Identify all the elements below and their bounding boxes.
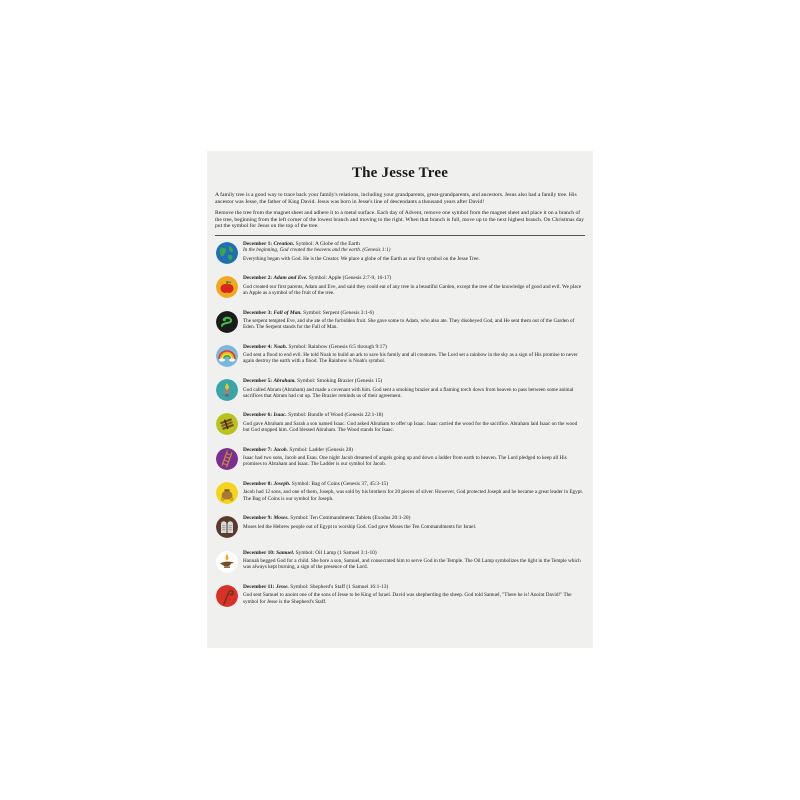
list-item: [215, 584, 585, 617]
entry-description: Everything began with God. He is the Creator. We place a globe of the Earth as our first symbol on the Jesse Tree.: [243, 255, 480, 262]
entry-description: God called Abram (Abraham) and made a covenant with him. God sent a smoking brazier and a flaming torch down from heaven to pass between some animal sacrifices that Abram had cut up. The Brazier reminds us of their agreement.: [243, 386, 574, 399]
entry-name: Adam and Eve.: [273, 275, 308, 282]
list-item: [215, 241, 585, 274]
entry-heading: [243, 378, 585, 384]
serpent-icon: [216, 311, 238, 333]
entry-description: Jacob had 12 sons, and one of them, Joseph, was sold by his brothers for 20 pieces of silver. However, God protected Joseph and he became a great leader in Egypt. The Bag of Coins is our symbol for Joseph.: [243, 489, 584, 502]
rainbow-icon: [216, 345, 238, 367]
jesse-tree-sheet: [207, 151, 593, 648]
intro-paragraph: Remove the tree from the magnet sheet and adhere it to a metal surface. Each day of Advent, remove one symbol from the magnet sheet and place it on a branch of the tree, beginning from the left corner of the lowest branch and moving to the right. When that branch is full, move up to the next highest branch. On Christmas day put the symbol for Jesus on the top of the tree.: [215, 210, 584, 230]
shepherd-staff-icon: [216, 585, 238, 607]
entry-description: The serpent tempted Eve, and she ate of the forbidden fruit. She gave some to Adam, who also ate. They disobeyed God, and He sent them out of the Garden of Eden. The Serpent stands for the Fall of Man.: [243, 317, 575, 331]
entry-day: December 11:: [243, 583, 275, 590]
apple-icon: [216, 276, 238, 298]
list-item: [215, 550, 585, 583]
entry-description: God sent a flood to end evil. He told Noah to build an ark to save his family and all creatures. The Lord set a rainbow in the sky as a sign of His promise to never again destroy the earth with a flood. The Rainbow is Noah's symbol.: [243, 352, 578, 365]
entry-quote: In the beginning, God created the heavens and the earth. (Genesis 1:1): [243, 247, 391, 254]
entry-description: God sent Samuel to anoint one of the sons of Jesse to be King of Israel. David was shepherding the sheep. God told Samuel, "There he is! Anoint David!" The symbol for Jesse is the Shepherd's Staff.: [243, 592, 572, 605]
intro-paragraph: A family tree is a good way to trace back your family's relations, including your grandparents, great-grandparents, and ancestors. Jesus also had a family tree. His ancestor was Jesse, the father of King David. Jesus was born in Jesse's line of descendants a thousand years after David!: [215, 192, 577, 205]
entry-symbol: Symbol: Apple (Genesis 2:7-9, 16-17): [308, 275, 392, 282]
entry-name: Isaac.: [273, 412, 287, 419]
entry-name: Abraham.: [273, 378, 296, 385]
entry-name: Creation.: [273, 240, 295, 247]
page-title: The Jesse Tree: [351, 165, 449, 181]
entry-day: December 10:: [243, 549, 275, 556]
entry-name: Noah.: [273, 343, 288, 350]
ladder-icon: [216, 448, 238, 470]
entry-name: Moses.: [273, 515, 289, 522]
entry-description: God gave Abraham and Sarah a son named Isaac. God asked Abraham to offer up Isaac. Isaac carried the wood for the sacrifice. Abraham laid Isaac on the wood but God stopped him. God blessed Abraham. The Wood stands for Isaac.: [243, 420, 578, 434]
entry-symbol: Symbol: A Globe of the Earth: [295, 240, 360, 247]
entry-heading: [243, 550, 585, 556]
brazier-icon: [216, 379, 238, 401]
list-item: [215, 275, 585, 308]
divider: [215, 235, 585, 236]
entry-name: Samuel.: [276, 549, 295, 556]
entry-day: December 1:: [243, 240, 273, 247]
list-item: [215, 344, 585, 377]
entry-heading: [243, 481, 585, 487]
advent-entries: [215, 241, 585, 617]
entry-symbol: Symbol: Smoking Brazier (Genesis 15): [297, 378, 383, 385]
entry-symbol: Symbol: Shepherd's Staff (1 Samuel 16:1-13): [290, 583, 389, 590]
entry-heading: [243, 515, 585, 521]
entry-name: Joseph.: [273, 481, 291, 488]
entry-heading: [243, 344, 585, 350]
entry-heading: [243, 275, 585, 281]
entry-symbol: Symbol: Ladder (Genesis 28): [289, 446, 353, 453]
entry-day: December 6:: [243, 412, 273, 419]
entry-symbol: Symbol: Ten Commandments Tablets (Exodus 20:1-20): [290, 515, 411, 522]
entry-day: December 4:: [243, 343, 273, 350]
coin-bag-icon: [216, 482, 238, 504]
list-item: [215, 481, 585, 514]
entry-day: December 8:: [243, 481, 273, 488]
entry-name: Jesse.: [275, 583, 289, 590]
list-item: [215, 447, 585, 480]
entry-description: Moses led the Hebrew people out of Egypt to worship God. God gave Moses the Ten Commandments for Israel.: [243, 523, 477, 530]
entry-day: December 5:: [243, 378, 273, 385]
intro: [215, 192, 585, 230]
entry-heading: [243, 447, 585, 453]
entry-description: God created our first parents, Adam and Eve, and said they could eat of any tree in a beautiful Garden, except the tree of the knowledge of good and evil. We place an Apple as a symbol of the fruit of the tree.: [243, 283, 582, 296]
entry-day: December 2:: [243, 275, 273, 282]
entry-heading: [243, 310, 585, 316]
entry-day: December 3:: [243, 309, 273, 316]
entry-symbol: Symbol: Serpent (Genesis 3:1-6): [303, 309, 374, 316]
entry-heading: [243, 412, 585, 418]
list-item: [215, 412, 585, 445]
entry-symbol: Symbol: Rainbow (Genesis 6:5 through 9:17): [288, 343, 387, 350]
entry-symbol: Symbol: Oil Lamp (1 Samuel 3:1-10): [295, 549, 377, 556]
entry-description: Isaac had two sons, Jacob and Esau. One night Jacob dreamed of angels going up and down a ladder from earth to heaven. The Lord pledged to keep all His promises to Abraham and Isaac. The Ladder is our symbol for Jacob.: [243, 455, 567, 468]
entry-description: Hannah begged God for a child. She bore a son, Samuel, and consecrated him to serve God in the Temple. The Oil Lamp symbolizes the light in the Temple which was always kept burning, a sign of the presence of the Lord.: [243, 558, 581, 571]
entry-symbol: Symbol: Bag of Coins (Genesis 37, 45:3-15): [291, 481, 389, 488]
entry-day: December 7:: [243, 446, 273, 453]
list-item: [215, 310, 585, 343]
tablets-icon: [216, 516, 238, 538]
globe-icon: [216, 242, 238, 264]
list-item: [215, 515, 585, 548]
entry-name: Fall of Man.: [273, 309, 302, 316]
entry-heading: [243, 584, 585, 590]
list-item: [215, 378, 585, 411]
wood-bundle-icon: [216, 413, 238, 435]
entry-name: Jacob.: [273, 446, 288, 453]
entry-day: December 9:: [243, 515, 273, 522]
oil-lamp-icon: [216, 551, 238, 573]
entry-symbol: Symbol: Bundle of Wood (Genesis 22:1-18): [288, 412, 384, 419]
